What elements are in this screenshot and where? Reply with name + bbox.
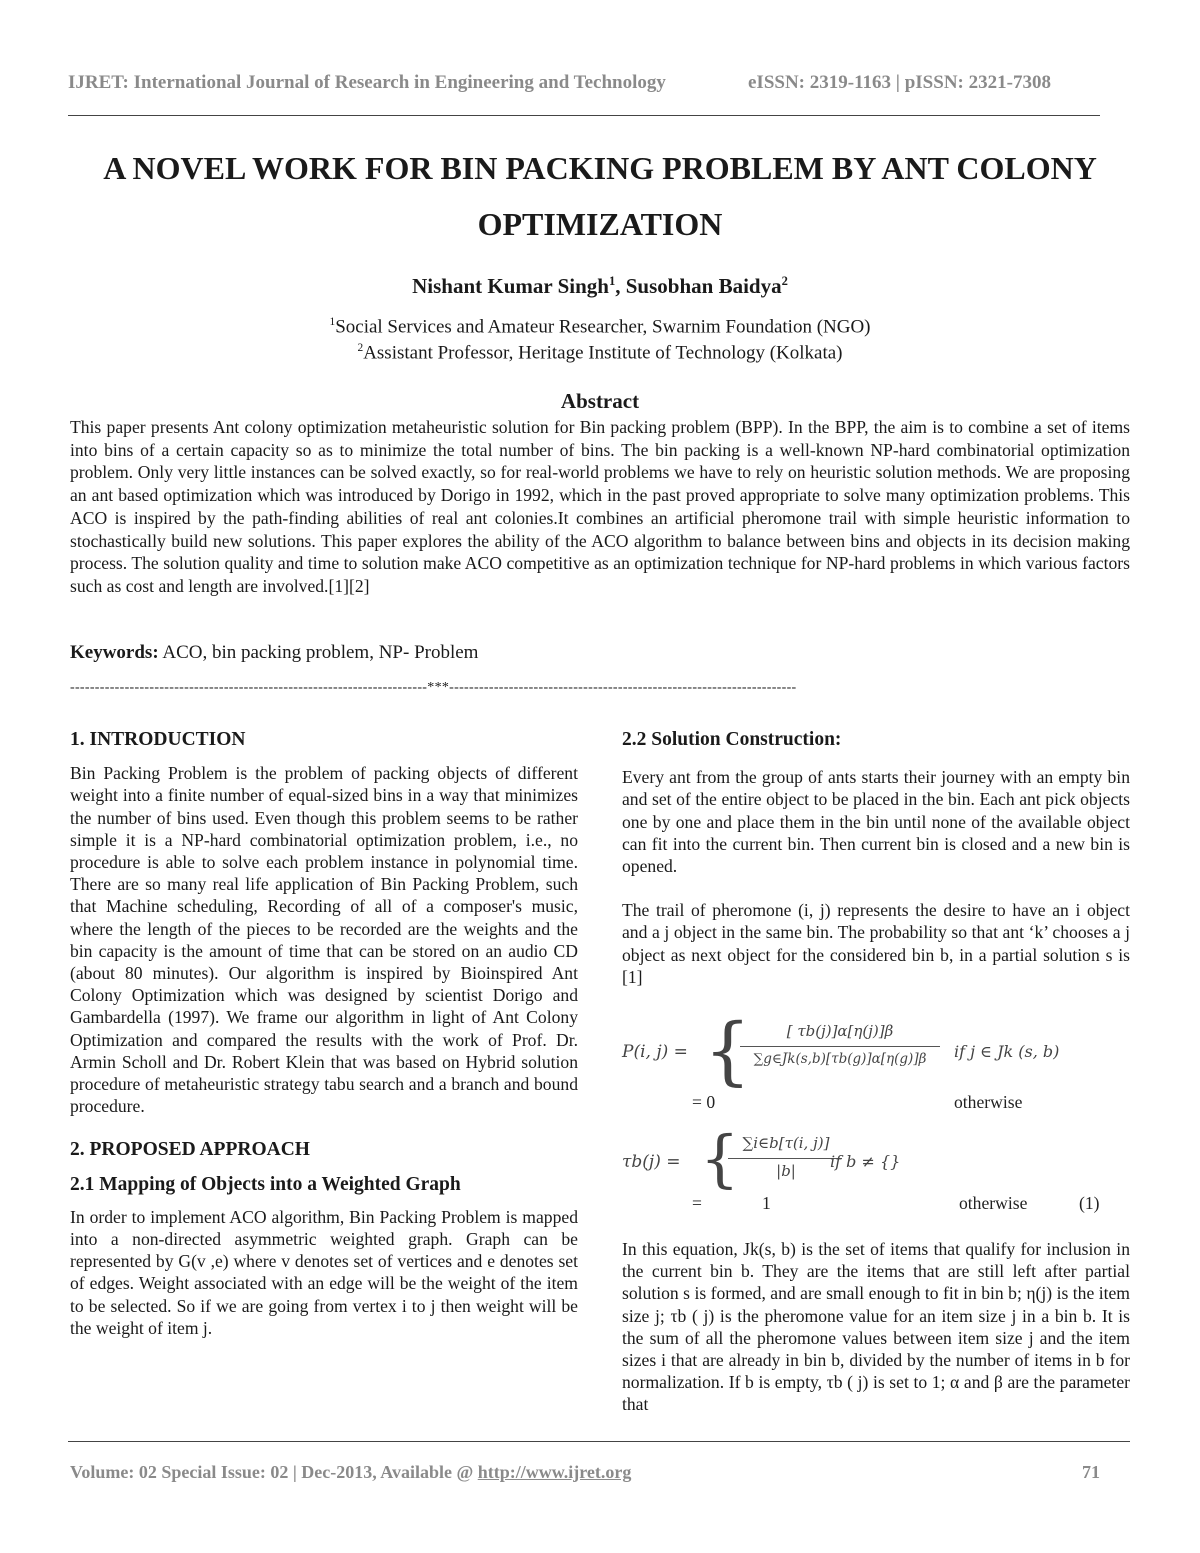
section-separator: ------------------------------------------------------------------------***---------------------------------------------------------------------- [70,680,797,695]
header-divider [68,115,1100,116]
eq1-otherwise: otherwise [954,1092,1023,1112]
author-1-sup: 1 [608,274,616,288]
footer-text: Volume: 02 Special Issue: 02 | Dec-2013, Available @ [70,1462,478,1482]
eq1-numerator: [ τb(j)]α[η(j)]β [786,1022,894,1040]
title-line-2: OPTIMIZATION [477,206,723,242]
eq2-lhs: τb(j) = [622,1152,681,1172]
journal-link[interactable]: http://www.ijret.org [477,1462,632,1482]
author-2: Susobhan Baidya [625,274,782,298]
eq2-condition: if b ≠ {} [830,1152,901,1171]
author-1: Nishant Kumar Singh [412,274,609,298]
title-line-1: A NOVEL WORK FOR BIN PACKING PROBLEM BY ANT COLONY [103,150,1097,186]
page-footer [70,1462,1100,1483]
eq2-one: 1 [762,1193,771,1213]
footer-divider [68,1441,1130,1442]
eq1-condition: if j ∈ Jk (s, b) [954,1042,1060,1061]
affiliation-1-text: Social Services and Amateur Researcher, Swarnim Foundation (NGO) [335,316,871,338]
eq1-lhs: P(i, j) = [622,1042,688,1062]
construction-paragraph-1: Every ant from the group of ants starts their journey with an empty bin and set of the entire object to be placed in the bin. Each ant pick objects one by one and place them in the bin until none of the available object can fit into the current bin. Then current bin is closed and a new bin is opened. [622,767,1130,877]
proposed-approach-heading: 2. PROPOSED APPROACH [70,1139,310,1161]
author-separator: , [615,274,626,298]
abstract-text: This paper presents Ant colony optimization metaheuristic solution for Bin packing problem (BPP). In the BPP, the aim is to combine a set of items into bins of a certain capacity so as to minimize the total number of bins. The bin packing is a well-known NP-hard combinatorial optimization problem. Only very little instances can be solved exactly, so for real-world problems we have to rely on heuristic solution methods. We are proposing an ant based optimization which was introduced by Dorigo in 1992, which in the past proved appropriate to solve many optimization problems. This ACO is inspired by the path-finding abilities of real ant colonies.It combines an artificial pheromone trail with simple heuristic information to stochastically build new solutions. This paper explores the ability of the ACO algorithm to balance between bins and objects in its decision making process. The solution quality and time to solution make ACO competitive as an optimization technique for NP-hard problems in which various factors such as cost and length are involved.[1][2] [70,417,1130,596]
page-number: 71 [1082,1462,1100,1482]
eq1-brace: { [704,1008,752,1094]
journal-name: IJRET: International Journal of Research in Engineering and Technology [68,72,666,93]
author-2-sup: 2 [781,274,788,288]
keywords [70,642,478,664]
affiliation-2 [60,342,1140,364]
keywords-text: ACO, bin packing problem, NP- Problem [158,642,479,663]
eq2-otherwise: otherwise [959,1193,1028,1213]
eq1-denominator: ∑g∈Jk(s,b)[τb(g)]α[η(g)]β [753,1051,927,1067]
eq1-fraction-bar [740,1046,940,1047]
issn: eISSN: 2319-1163 | pISSN: 2321-7308 [748,72,1051,93]
eq2-equals: = [692,1193,702,1213]
eq2-brace: { [700,1122,740,1195]
introduction-text: Bin Packing Problem is the problem of packing objects of different weight into a finite number of equal-sized bins in a way that minimizes the number of bins used. Even though this problem seems to be rather simple it is a NP-hard combinatorial optimization problem, i.e., no procedure is able to solve each problem instance in polynomial time. There are so many real life application of Bin Packing Problem, such that Machine scheduling, Recording of all of a composer's music, where the length of the pieces to be recorded are the weights and the bin capacity is the amount of time that can be stored on an audio CD (about 80 minutes). Our algorithm is inspired by Bioinspired Ant Colony Optimization which was designed by scientist Dorigo and Gambardella (1997). We frame our algorithm in light of Ant Colony Optimization and compared the results with the work of Prof. Dr. Armin Scholl and Dr. Robert Klein that was based on Hybrid solution procedure of metaheuristic strategy tabu search and a branch and bound procedure. [70,763,578,1117]
construction-paragraph-2: The trail of pheromone (i, j) represents the desire to have an i object and a j object in the same bin. The probability so that ant ‘k’ chooses a j object as next object for the considered bin b, in a partial solution s is [1] [622,900,1130,987]
affiliation-2-text: Assistant Professor, Heritage Institute of Technology (Kolkata) [363,342,843,364]
eq2-fraction-bar [728,1158,842,1159]
paper-title [60,140,1140,252]
equation-probability [622,1008,1132,1118]
keywords-label: Keywords: [70,642,159,663]
equation-number: (1) [1079,1193,1100,1213]
solution-construction-heading: 2.2 Solution Construction: [622,729,842,750]
author-list [60,274,1140,299]
left-column [70,729,578,1339]
journal-header [68,72,1132,94]
eq1-zero: = 0 [692,1092,716,1112]
eq2-numerator: ∑i∈b[τ(i, j)] [742,1134,830,1152]
abstract-heading: Abstract [560,389,640,413]
affiliation-1-sup: 1 [329,316,336,328]
equation-explanation: In this equation, Jk(s, b) is the set of items that qualify for inclusion in the current bin b. They are the items that are still left after partial solution s is formed, and are small enough to fit in bin b; η(j) is the item size j; τb ( j) is the pheromone value for an item size j in a bin b. It is the sum of all the pheromone values between item size j and the item sizes i that are already in bin b, divided by the number of items in b for normalization. If b is empty, τb ( j) is set to 1; α and β are the parameter that [622,1239,1130,1415]
equation-pheromone [622,1122,1132,1214]
introduction-heading: 1. INTRODUCTION [70,729,246,750]
mapping-text: In order to implement ACO algorithm, Bin Packing Problem is mapped into a non-directed asymmetric weighted graph. Graph can be represented by G(v ,e) where v denotes set of vertices and e denotes set of edges. Weight associated with an edge will be the weight of the item to be selected. So if we are going from vertex i to j then weight will be the weight of item j. [70,1206,578,1338]
affiliation-2-sup: 2 [357,342,364,354]
eq2-denominator: |b| [776,1162,796,1180]
mapping-heading: 2.1 Mapping of Objects into a Weighted Graph [70,1173,461,1195]
right-column [622,729,1130,988]
affiliation-1 [60,316,1140,338]
